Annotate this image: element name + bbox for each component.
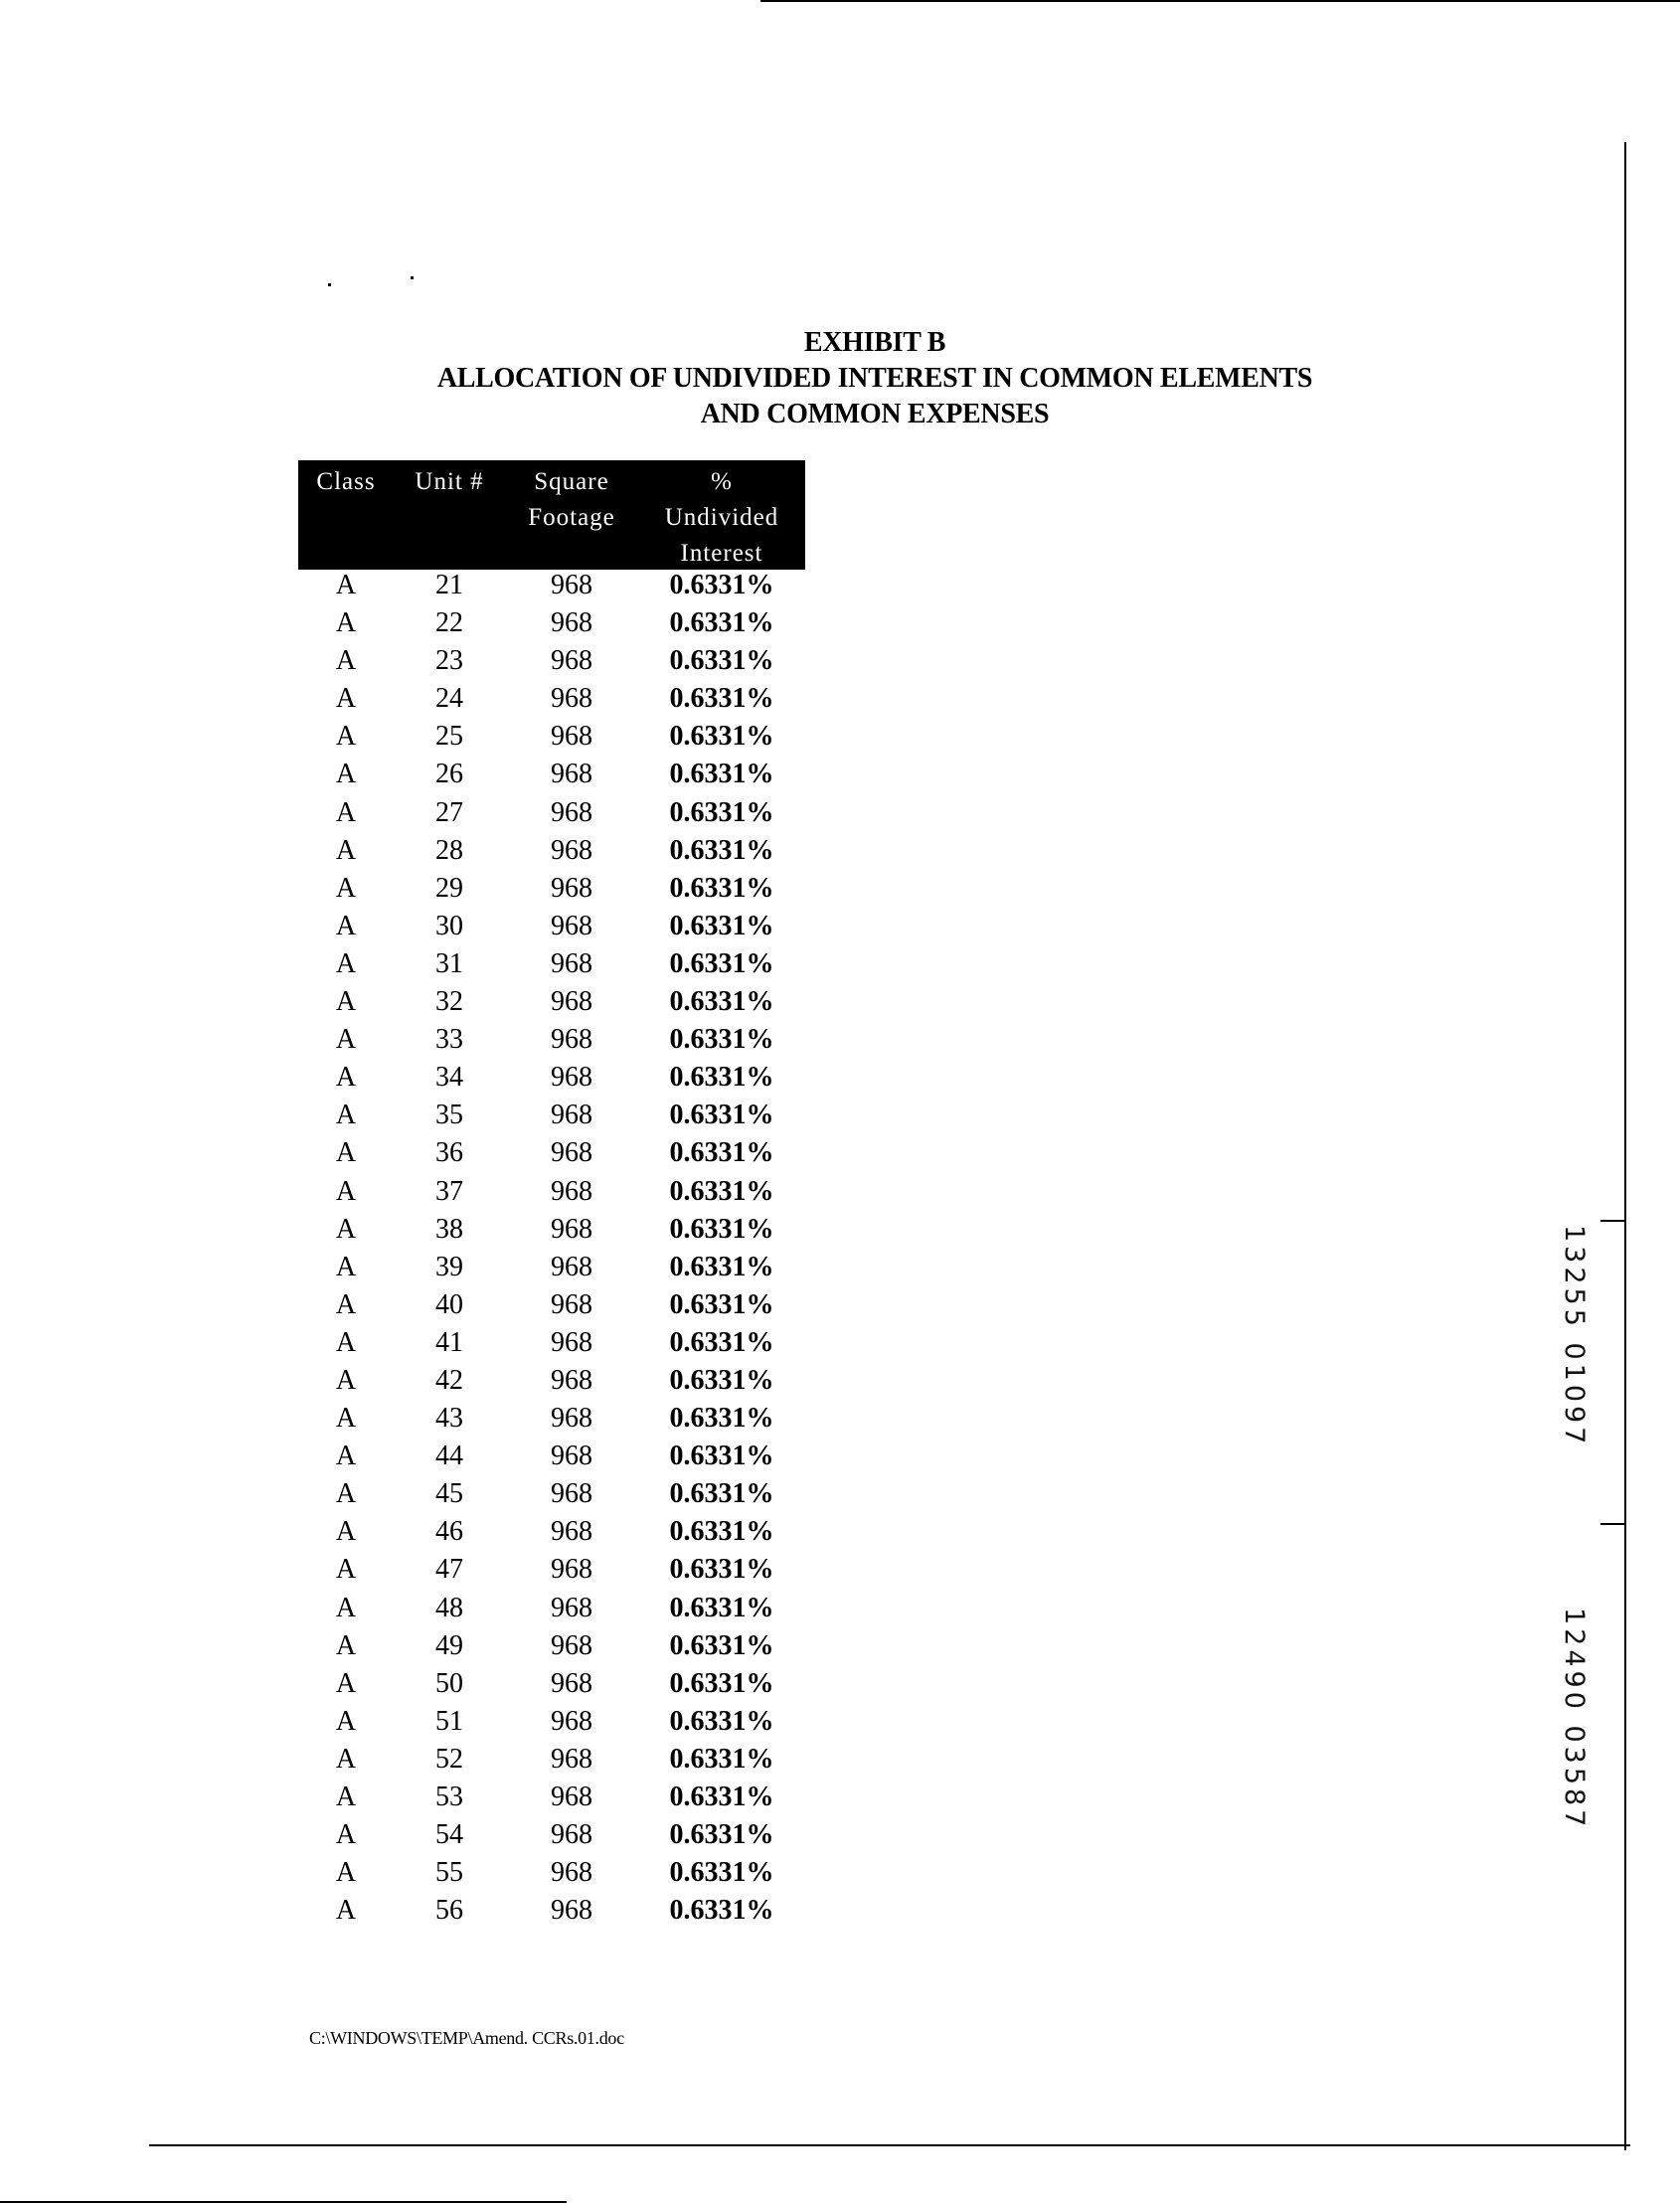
cell-square-footage: 968	[551, 1819, 592, 1851]
cell-square-footage: 968	[551, 1857, 592, 1889]
scan-mark-upper	[1600, 1220, 1626, 1222]
header-class-label: Class	[316, 468, 376, 495]
scan-edge-bottom	[149, 2144, 1630, 2146]
cell-undivided-interest: 0.6331%	[669, 1175, 774, 1207]
cell-undivided-interest: 0.6331%	[669, 1024, 774, 1056]
cell-unit: 21	[435, 570, 463, 600]
cell-unit: 42	[435, 1364, 463, 1396]
cell-undivided-interest: 0.6331%	[669, 645, 774, 677]
cell-square-footage: 968	[551, 645, 592, 677]
cell-square-footage: 968	[551, 759, 592, 790]
cell-square-footage: 968	[551, 947, 592, 979]
cell-undivided-interest: 0.6331%	[669, 1629, 774, 1661]
header-pct-line1: %	[711, 468, 733, 495]
table-row	[298, 1362, 805, 1400]
cell-unit: 55	[435, 1857, 463, 1889]
cell-undivided-interest: 0.6331%	[669, 1857, 774, 1889]
cell-class: A	[335, 1554, 357, 1586]
header-sqft-line2: Footage	[528, 504, 615, 531]
cell-class: A	[335, 986, 357, 1018]
cell-square-footage: 968	[551, 1364, 592, 1396]
exhibit-heading: EXHIBIT B	[803, 327, 946, 358]
cell-square-footage: 968	[551, 872, 592, 904]
cell-unit: 44	[435, 1441, 463, 1472]
table-row	[298, 1324, 805, 1362]
cell-class: A	[335, 1024, 357, 1056]
cell-class: A	[335, 796, 357, 828]
header-sqft-line1: Square	[534, 468, 609, 495]
cell-square-footage: 968	[551, 1175, 592, 1207]
cell-class: A	[335, 570, 357, 600]
cell-class: A	[335, 1857, 357, 1889]
cell-unit: 56	[435, 1895, 463, 1927]
cell-undivided-interest: 0.6331%	[669, 1364, 774, 1396]
cell-undivided-interest: 0.6331%	[669, 1516, 774, 1548]
cell-class: A	[335, 721, 357, 753]
scan-edge-right	[1624, 142, 1626, 2150]
cell-class: A	[335, 1478, 357, 1510]
cell-square-footage: 968	[551, 1554, 592, 1586]
header-unit-label: Unit #	[415, 468, 484, 495]
cell-square-footage: 968	[551, 1781, 592, 1812]
cell-square-footage: 968	[551, 1895, 592, 1927]
cell-class: A	[335, 759, 357, 790]
table-row	[298, 567, 805, 604]
cell-class: A	[335, 872, 357, 904]
table-row	[298, 1854, 805, 1892]
cell-square-footage: 968	[551, 910, 592, 941]
cell-undivided-interest: 0.6331%	[669, 759, 774, 790]
table-row	[298, 1892, 805, 1930]
cell-unit: 33	[435, 1024, 463, 1056]
cell-class: A	[335, 1705, 357, 1737]
cell-undivided-interest: 0.6331%	[669, 947, 774, 979]
table-row	[298, 1021, 805, 1059]
cell-undivided-interest: 0.6331%	[669, 1895, 774, 1927]
cell-class: A	[335, 1781, 357, 1812]
table-row	[298, 1097, 805, 1134]
table-row	[298, 983, 805, 1021]
cell-unit: 26	[435, 759, 463, 790]
table-row	[298, 794, 805, 832]
table-row	[298, 1665, 805, 1703]
cell-square-footage: 968	[551, 1516, 592, 1548]
cell-undivided-interest: 0.6331%	[669, 834, 774, 866]
cell-class: A	[335, 947, 357, 979]
cell-undivided-interest: 0.6331%	[669, 607, 774, 639]
recording-stamp-upper: 13255 01097	[1559, 1225, 1590, 1448]
cell-square-footage: 968	[551, 607, 592, 639]
cell-unit: 24	[435, 683, 463, 715]
cell-unit: 27	[435, 796, 463, 828]
cell-square-footage: 968	[551, 1667, 592, 1699]
cell-square-footage: 968	[551, 570, 592, 600]
cell-unit: 54	[435, 1819, 463, 1851]
cell-square-footage: 968	[551, 1251, 592, 1282]
cell-undivided-interest: 0.6331%	[669, 1554, 774, 1586]
table-row	[298, 832, 805, 870]
cell-undivided-interest: 0.6331%	[669, 1667, 774, 1699]
cell-class: A	[335, 1629, 357, 1661]
cell-unit: 29	[435, 872, 463, 904]
cell-unit: 31	[435, 947, 463, 979]
header-square-footage	[505, 464, 638, 536]
table-row	[298, 1590, 805, 1627]
cell-square-footage: 968	[551, 1592, 592, 1623]
cell-undivided-interest: 0.6331%	[669, 1781, 774, 1812]
table-row	[298, 1703, 805, 1741]
cell-square-footage: 968	[551, 1137, 592, 1169]
cell-square-footage: 968	[551, 721, 592, 753]
scan-speck-1	[328, 283, 331, 286]
table-header	[298, 460, 805, 570]
cell-class: A	[335, 1895, 357, 1927]
table-row	[298, 1816, 805, 1854]
cell-undivided-interest: 0.6331%	[669, 570, 774, 600]
table-row	[298, 1741, 805, 1779]
cell-square-footage: 968	[551, 1629, 592, 1661]
cell-undivided-interest: 0.6331%	[669, 1100, 774, 1131]
cell-unit: 52	[435, 1743, 463, 1775]
cell-undivided-interest: 0.6331%	[669, 1137, 774, 1169]
table-row	[298, 908, 805, 945]
cell-class: A	[335, 607, 357, 639]
cell-class: A	[335, 1667, 357, 1699]
cell-class: A	[335, 1364, 357, 1396]
cell-square-footage: 968	[551, 1743, 592, 1775]
cell-undivided-interest: 0.6331%	[669, 1743, 774, 1775]
scan-mark-lower	[1600, 1523, 1626, 1525]
cell-unit: 36	[435, 1137, 463, 1169]
cell-class: A	[335, 910, 357, 941]
cell-undivided-interest: 0.6331%	[669, 1062, 774, 1094]
cell-square-footage: 968	[551, 1288, 592, 1320]
scan-edge-bottom-left	[0, 2201, 567, 2203]
header-undivided-interest	[638, 464, 805, 572]
cell-undivided-interest: 0.6331%	[669, 1213, 774, 1245]
cell-square-footage: 968	[551, 834, 592, 866]
cell-unit: 32	[435, 986, 463, 1018]
cell-class: A	[335, 1288, 357, 1320]
cell-class: A	[335, 1137, 357, 1169]
cell-undivided-interest: 0.6331%	[669, 986, 774, 1018]
cell-undivided-interest: 0.6331%	[669, 1288, 774, 1320]
cell-class: A	[335, 834, 357, 866]
table-row	[298, 1059, 805, 1097]
cell-class: A	[335, 1819, 357, 1851]
table-row	[298, 1400, 805, 1438]
cell-undivided-interest: 0.6331%	[669, 1592, 774, 1623]
table-row	[298, 1513, 805, 1551]
scan-edge-top	[760, 0, 1680, 2]
cell-class: A	[335, 683, 357, 715]
cell-unit: 25	[435, 721, 463, 753]
cell-unit: 39	[435, 1251, 463, 1282]
cell-square-footage: 968	[551, 796, 592, 828]
table-row	[298, 680, 805, 718]
table-row	[298, 718, 805, 756]
table-row	[298, 945, 805, 983]
table-row	[298, 1211, 805, 1249]
table-row	[298, 1627, 805, 1665]
cell-square-footage: 968	[551, 683, 592, 715]
cell-undivided-interest: 0.6331%	[669, 910, 774, 941]
exhibit-title-line2: AND COMMON EXPENSES	[700, 399, 1050, 429]
cell-square-footage: 968	[551, 1441, 592, 1472]
cell-square-footage: 968	[551, 1062, 592, 1094]
cell-class: A	[335, 1175, 357, 1207]
table-row	[298, 1134, 805, 1172]
cell-unit: 47	[435, 1554, 463, 1586]
cell-unit: 45	[435, 1478, 463, 1510]
header-class	[298, 464, 394, 500]
table-row	[298, 756, 805, 793]
cell-unit: 37	[435, 1175, 463, 1207]
table-row	[298, 1551, 805, 1589]
cell-square-footage: 968	[551, 1326, 592, 1358]
table-row	[298, 1286, 805, 1324]
cell-unit: 40	[435, 1288, 463, 1320]
cell-unit: 50	[435, 1667, 463, 1699]
cell-unit: 38	[435, 1213, 463, 1245]
cell-unit: 49	[435, 1629, 463, 1661]
cell-unit: 23	[435, 645, 463, 677]
cell-unit: 28	[435, 834, 463, 866]
cell-class: A	[335, 1743, 357, 1775]
cell-undivided-interest: 0.6331%	[669, 1403, 774, 1435]
cell-square-footage: 968	[551, 1403, 592, 1435]
exhibit-title-line1: ALLOCATION OF UNDIVIDED INTEREST IN COMMON ELEMENTS	[436, 363, 1313, 394]
cell-class: A	[335, 645, 357, 677]
cell-undivided-interest: 0.6331%	[669, 1251, 774, 1282]
cell-undivided-interest: 0.6331%	[669, 796, 774, 828]
scan-speck-2	[411, 276, 414, 279]
header-pct-line2: Undivided	[664, 504, 779, 531]
cell-undivided-interest: 0.6331%	[669, 1326, 774, 1358]
cell-unit: 53	[435, 1781, 463, 1812]
cell-undivided-interest: 0.6331%	[669, 1705, 774, 1737]
cell-unit: 35	[435, 1100, 463, 1131]
cell-class: A	[335, 1403, 357, 1435]
cell-square-footage: 968	[551, 1705, 592, 1737]
cell-class: A	[335, 1326, 357, 1358]
cell-unit: 34	[435, 1062, 463, 1094]
cell-undivided-interest: 0.6331%	[669, 721, 774, 753]
cell-class: A	[335, 1251, 357, 1282]
cell-undivided-interest: 0.6331%	[669, 683, 774, 715]
table-row	[298, 1438, 805, 1475]
cell-unit: 30	[435, 910, 463, 941]
cell-square-footage: 968	[551, 1100, 592, 1131]
cell-class: A	[335, 1213, 357, 1245]
cell-class: A	[335, 1062, 357, 1094]
cell-class: A	[335, 1100, 357, 1131]
header-pct-line3: Interest	[680, 540, 763, 567]
footer-file-path: C:\WINDOWS\TEMP\Amend. CCRs.01.doc	[309, 2028, 624, 2048]
cell-square-footage: 968	[551, 1024, 592, 1056]
table-row	[298, 1779, 805, 1816]
cell-unit: 48	[435, 1592, 463, 1623]
table-body	[298, 567, 805, 1930]
cell-unit: 22	[435, 607, 463, 639]
cell-undivided-interest: 0.6331%	[669, 872, 774, 904]
table-row	[298, 642, 805, 680]
recording-stamp-lower: 12490 03587	[1559, 1608, 1590, 1831]
table-row	[298, 604, 805, 642]
cell-unit: 43	[435, 1403, 463, 1435]
cell-undivided-interest: 0.6331%	[669, 1819, 774, 1851]
cell-undivided-interest: 0.6331%	[669, 1478, 774, 1510]
cell-unit: 51	[435, 1705, 463, 1737]
cell-class: A	[335, 1516, 357, 1548]
table-row	[298, 1475, 805, 1513]
cell-class: A	[335, 1592, 357, 1623]
table-row	[298, 1249, 805, 1286]
table-row	[298, 870, 805, 908]
cell-square-footage: 968	[551, 1478, 592, 1510]
header-unit	[394, 464, 505, 500]
table-row	[298, 1173, 805, 1211]
cell-unit: 41	[435, 1326, 463, 1358]
cell-square-footage: 968	[551, 1213, 592, 1245]
cell-unit: 46	[435, 1516, 463, 1548]
cell-undivided-interest: 0.6331%	[669, 1441, 774, 1472]
cell-square-footage: 968	[551, 986, 592, 1018]
cell-class: A	[335, 1441, 357, 1472]
